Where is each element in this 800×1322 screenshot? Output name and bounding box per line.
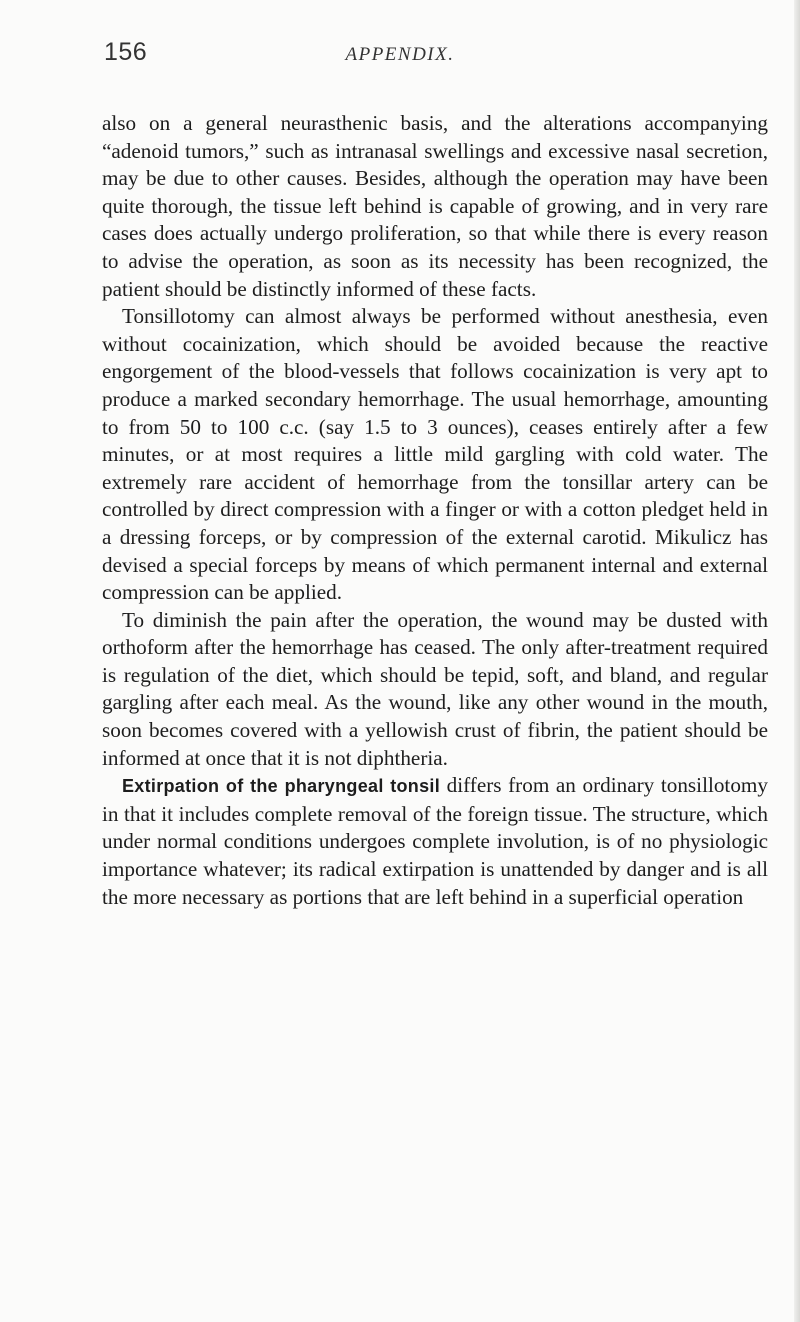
section-heading: Extirpation of the pharyngeal tonsil bbox=[122, 776, 441, 797]
running-head: APPENDIX. bbox=[345, 44, 455, 65]
body-text bbox=[102, 110, 768, 911]
paragraph-after-treatment: To diminish the pain after the operation, the wound may be dusted with orthoform after the hemorrhage has ceased. The only after-treatment required is regulation of the diet, which should be tepid, soft, and bland, and regular gargling after each meal. As the wound, like any other wound in the mouth, soon becomes covered with a yellowish crust of fibrin, the patient should be informed at once that it is not diphtheria. bbox=[102, 607, 768, 770]
page-edge-shadow bbox=[794, 0, 800, 1322]
page-number: 156 bbox=[104, 38, 148, 66]
paragraph-extirpation-text: differs from an ordinary tonsillotomy in that it includes complete removal of the foreign tissue. The structure, which under normal conditions undergoes complete involution, is of no physiologic importance whatever; its radical extirpation is unattended by danger and is all the more necessary as portions that are left behind in a superficial operation bbox=[102, 773, 768, 909]
paragraph-continued: also on a general neurasthenic basis, and the alterations accompanying “adenoid tumors,” such as intranasal swellings and excessive nasal secretion, may be due to other causes. Besides, although the operation may have been quite thorough, the tissue left behind is capable of growing, and in very rare cases does actually undergo proliferation, so that while there is every reason to advise the operation, as soon as its necessity has been recognized, the patient should be distinctly informed of these facts. bbox=[102, 111, 768, 301]
paragraph-extirpation bbox=[102, 772, 768, 911]
paragraph-tonsillotomy: Tonsillotomy can almost always be performed without anesthesia, even without cocainization, which should be avoided because the reactive engorgement of the blood-vessels that follows cocainization is very apt to produce a marked secondary hemorrhage. The usual hemorrhage, amounting to from 50 to 100 c.c. (say 1.5 to 3 ounces), ceases entirely after a few minutes, or at most requires a little mild gargling with cold water. The extremely rare accident of hemorrhage from the tonsillar artery can be controlled by direct compression with a finger or with a cotton pledget held in a dressing forceps, or by compression of the external carotid. Mikulicz has devised a special forceps by means of which permanent internal and external compression can be applied. bbox=[102, 304, 768, 605]
